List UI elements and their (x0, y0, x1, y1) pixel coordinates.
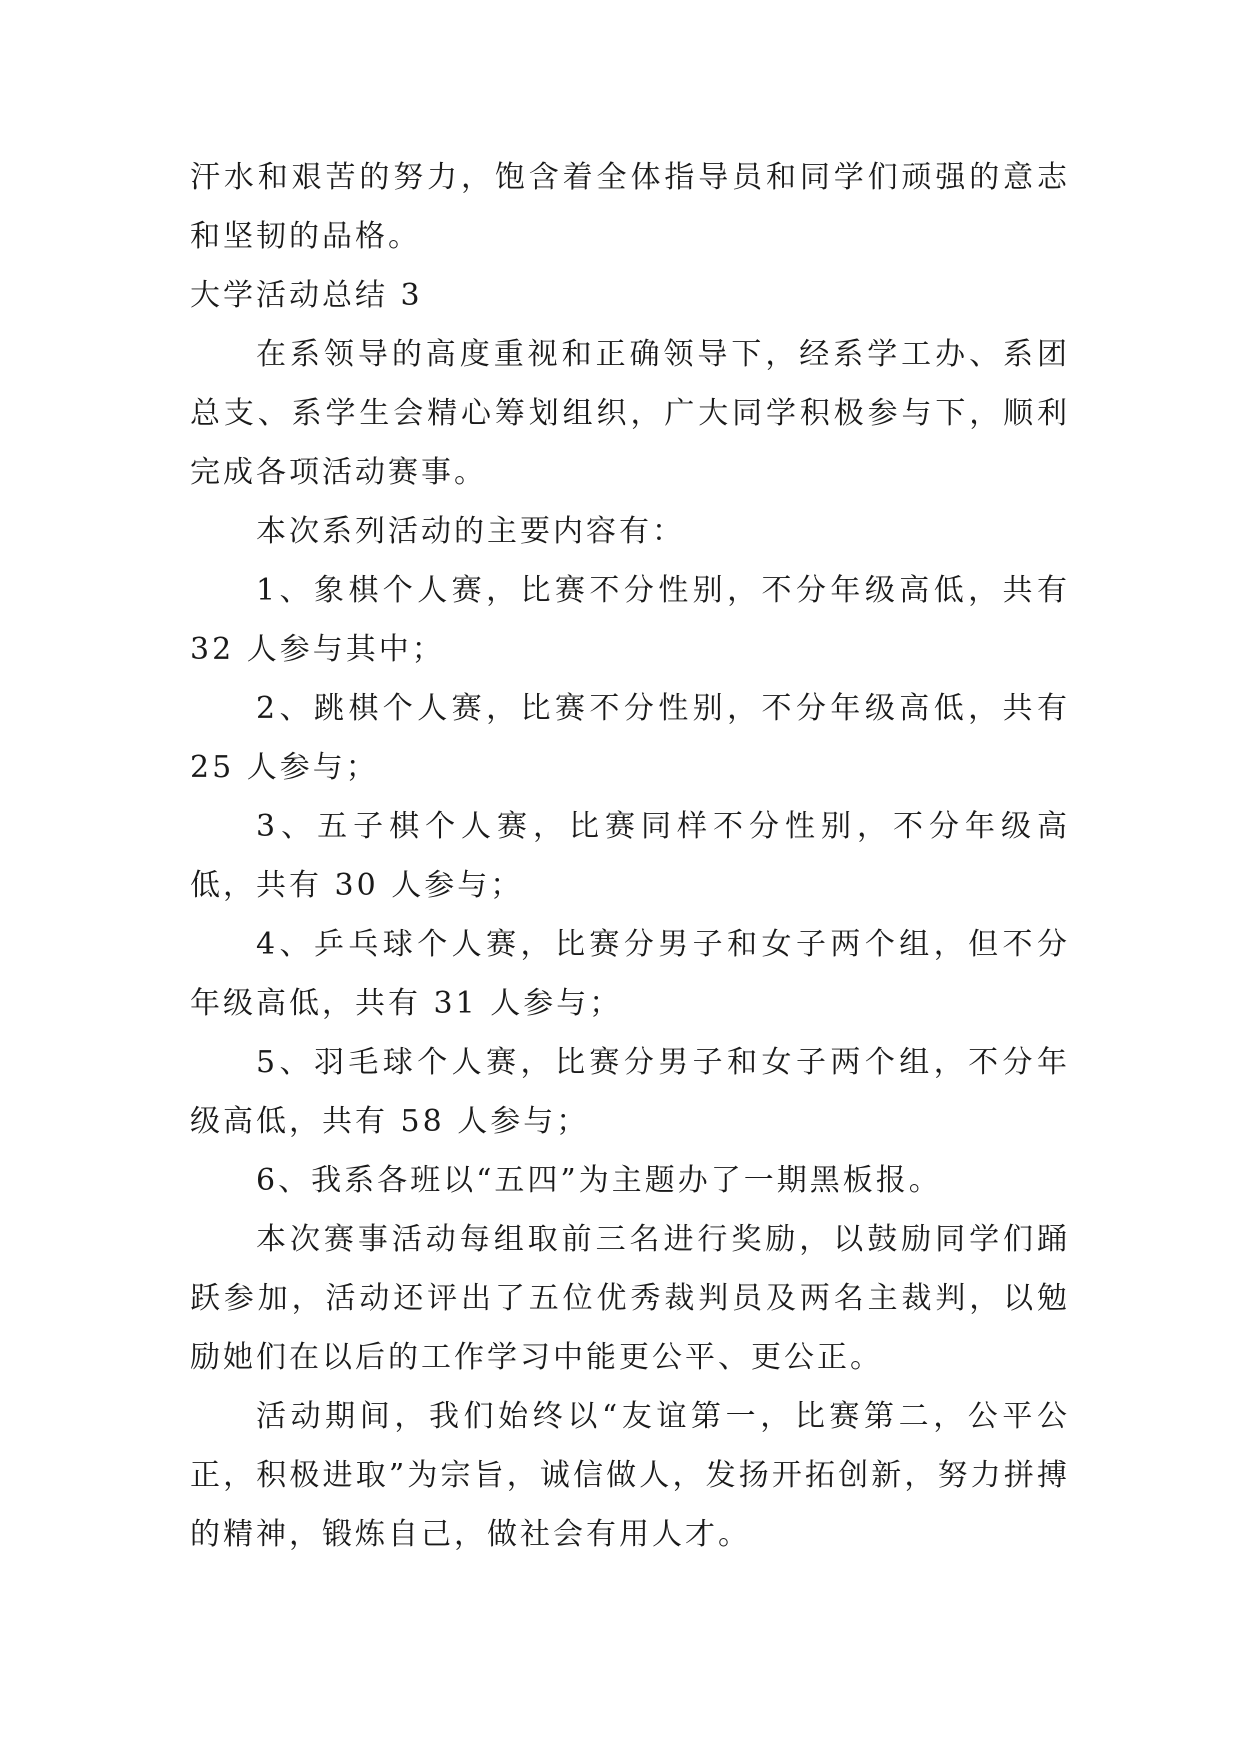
list-item-badminton: 5、羽毛球个人赛，比赛分男子和女子两个组，不分年级高低，共有 58 人参与； (190, 1045, 1070, 1139)
paragraph-awards: 本次赛事活动每组取前三名进行奖励，以鼓励同学们踊跃参加，活动还评出了五位优秀裁判员及两名主裁判，以勉励她们在以后的工作学习中能更公平、更公正。 (190, 1222, 1070, 1375)
document-page (190, 148, 1070, 1564)
section-title: 大学活动总结 3 (190, 278, 423, 313)
intro-paragraph: 汗水和艰苦的努力，饱含着全体指导员和同学们顽强的意志和坚韧的品格。 (190, 160, 1070, 254)
paragraph-contents-intro: 本次系列活动的主要内容有： (256, 514, 685, 549)
list-item-table-tennis: 4、乒乓球个人赛，比赛分男子和女子两个组，但不分年级高低，共有 31 人参与； (190, 927, 1070, 1021)
paragraph-leadership: 在系领导的高度重视和正确领导下，经系学工办、系团总支、系学生会精心筹划组织，广大同学积极参与下，顺利完成各项活动赛事。 (190, 337, 1070, 490)
list-item-gomoku: 3、五子棋个人赛，比赛同样不分性别，不分年级高低，共有 30 人参与； (190, 809, 1070, 903)
list-item-checkers: 2、跳棋个人赛，比赛不分性别，不分年级高低，共有 25 人参与； (190, 691, 1070, 785)
list-item-chess: 1、象棋个人赛，比赛不分性别，不分年级高低，共有 32 人参与其中； (190, 573, 1070, 667)
list-item-blackboard: 6、我系各班以“五四”为主题办了一期黑板报。 (256, 1163, 942, 1198)
paragraph-spirit: 活动期间，我们始终以“友谊第一，比赛第二，公平公正，积极进取”为宗旨，诚信做人，发扬开拓创新，努力拼搏的精神，锻炼自己，做社会有用人才。 (190, 1399, 1070, 1552)
